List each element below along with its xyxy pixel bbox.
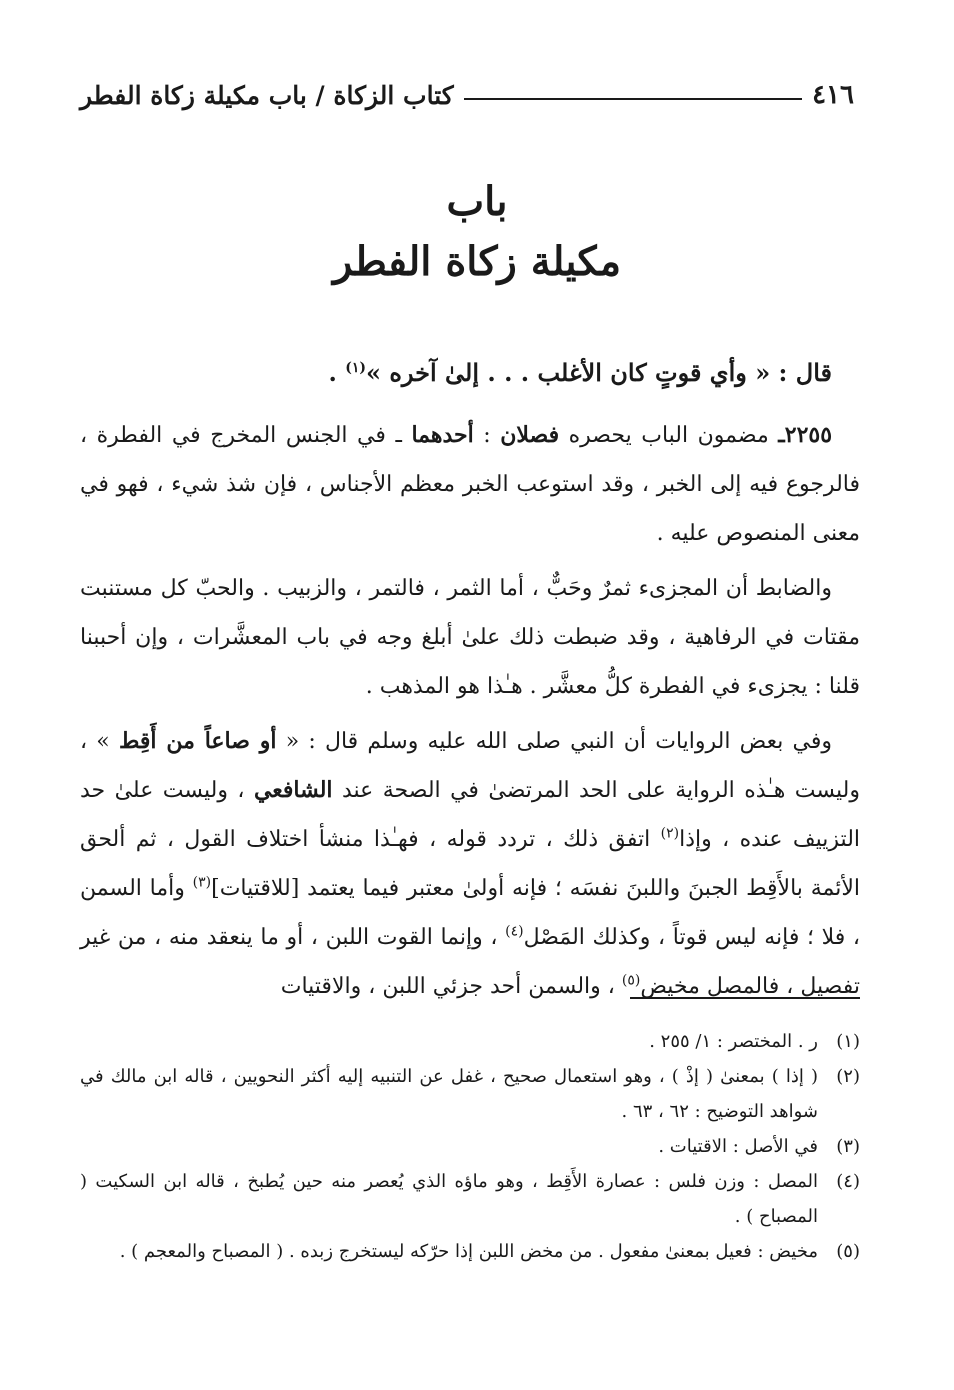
footnote-number: (٥)	[836, 1241, 860, 1262]
footnote-text: مخيض : فعيل بمعنىٰ مفعول . من مخض اللبن إذا حرّكه ليستخرج زبده . ( المصباح والمعجم ) .	[119, 1241, 818, 1262]
paragraph-text: ـ في الجنس المخرج في الفطرة ، فالرجوع فيه إلى الخبر ، وقد استوعب الخبر معظم الأجناس ، فإن شذ شيء ، فهو في معنى المنصوص عليه .	[80, 423, 860, 546]
paragraph-text: ، وليست علىٰ حد التزييف عنده ، وإذا	[80, 778, 861, 852]
chapter-label: باب	[446, 178, 508, 225]
paragraph-criterion: والضابط أن المجزىء ثمرٌ وحَبٌّ ، أما الثمر ، فالتمر ، والزبيب . والحبّ كل مستنبت مقتات في الرفاهية ، وقد ضبطت ذلك علىٰ أبلغ وجه في باب المعشَّرات ، وإن أحببنا قلنا : يجزىء في الفطرة كلُّ معشَّر . هـٰذا هو المذهب .	[80, 576, 860, 699]
paragraph-text: اتفق ذلك ، تردد قوله ، فهـٰذا منشأ اختلاف القول ، ثم ألحق الأئمة بالأَقِط الجبنَ واللبنَ نفسَه ؛ فإنه أولىٰ معتبر فيما يعتمد [للاقتيات]	[80, 827, 860, 901]
quote-text: قال : « وأي قوتٍ كان الأغلب . . . إلىٰ آخره »	[365, 358, 832, 387]
footnote-text: المصل : وزن فلس : عصارة الأَقِط ، وهو ماؤه الذي يُعصر منه حين يُطبخ ، قاله ابن السكيت ( المصباح ) .	[80, 1171, 818, 1227]
bold-hadith: أو صاعاً من أَقِط	[118, 728, 277, 754]
footnotes	[80, 1024, 860, 1269]
chapter-title: مكيلة زكاة الفطر	[332, 238, 622, 285]
footnote-5	[80, 1234, 860, 1269]
bold-name: الشافعي	[253, 777, 333, 803]
bold-term: فصلان	[500, 422, 560, 448]
main-text	[80, 348, 860, 1017]
running-title: كتاب الزكاة / باب مكيلة زكاة الفطر	[80, 81, 454, 110]
footnote-rule	[630, 997, 860, 999]
footnote-ref-3: (٣)	[192, 874, 212, 891]
paragraph-2255	[80, 411, 860, 558]
footnote-ref-5: (٥)	[621, 972, 641, 989]
bold-term: أحدهما	[411, 422, 474, 448]
paragraph-text: :	[473, 423, 501, 448]
page-header	[80, 70, 854, 110]
paragraph-text: ، وإنما القوت اللبن ، أو ما ينعقد منه ، من غير تفصيل ، فالمصل مخيض	[80, 925, 860, 999]
footnote-ref-2: (٢)	[660, 825, 680, 842]
page-number: ٤١٦	[812, 80, 854, 110]
footnote-number: (٢)	[836, 1066, 860, 1087]
paragraph-text: مضمون الباب يحصره	[559, 423, 779, 448]
footnote-4	[80, 1164, 860, 1234]
footnote-3	[80, 1129, 860, 1164]
footnote-text: في الأصل : الاقتيات .	[658, 1136, 818, 1157]
footnote-text: ر . المختصر : ١/ ٢٥٥ .	[649, 1031, 818, 1052]
paragraph-text: وأما السمن ، فلا ؛ فإنه ليس قوتاً ، وكذلك المَصْل	[80, 876, 861, 950]
footnote-1	[80, 1024, 860, 1059]
footnote-number: (٤)	[836, 1171, 860, 1192]
quote-end: .	[328, 358, 346, 387]
footnote-number: (٣)	[836, 1136, 860, 1157]
footnote-2	[80, 1059, 860, 1129]
paragraph-text: ، والسمن أحد جزئي اللبن ، والاقتيات	[280, 974, 622, 999]
quote-line	[80, 348, 860, 397]
paragraph-text: » ، وليست هـٰذه الرواية على الحد المرتضىٰ في الصحة عند	[80, 729, 860, 803]
footnote-number: (١)	[836, 1031, 860, 1052]
paragraph-text: وفي بعض الروايات أن النبي صلى الله عليه وسلم قال : «	[276, 729, 833, 754]
footnote-text: ( إذا ) بمعنىٰ ( إذْ ) ، وهو استعمال صحيح ، غفل عن التنبيه إليه أكثر النحويين ، قاله ابن مالك في شواهد التوضيح : ٦٢ ، ٦٣ .	[80, 1066, 818, 1122]
paragraph-number: ٢٢٥٥ـ	[778, 422, 833, 448]
footnote-ref-1: (١)	[345, 360, 366, 376]
paragraph-narrations	[80, 717, 860, 1011]
footnote-ref-4: (٤)	[505, 923, 524, 940]
header-rule	[464, 98, 802, 100]
